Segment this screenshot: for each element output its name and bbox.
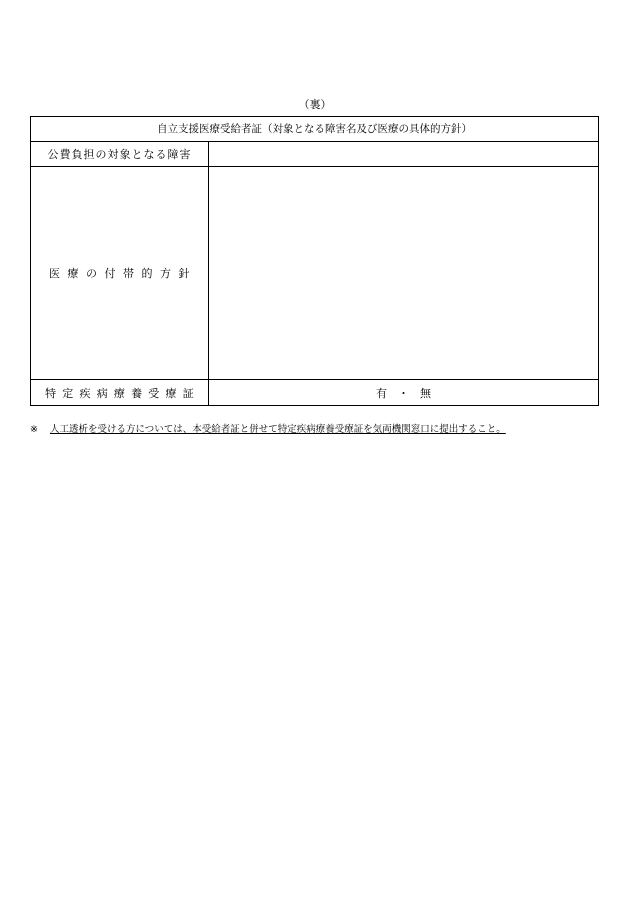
disability-value xyxy=(209,142,598,166)
certificate-form-table xyxy=(30,116,599,406)
form-title-row xyxy=(31,117,598,142)
specific-disease-row xyxy=(31,380,598,405)
disability-row xyxy=(31,142,598,167)
treatment-policy-label: 医療の付帯的方針 xyxy=(31,167,209,379)
page-side-label: （裏） xyxy=(298,98,332,111)
note-text: 人工透析を受ける方については、本受給者証と併せて特定疾病療養受療証を気両機関窓口に提出すること。 xyxy=(49,424,506,435)
form-title: 自立支援医療受給者証（対象となる障害名及び医療の具体的方針） xyxy=(157,123,472,135)
note-mark: ※ xyxy=(30,424,38,435)
footnote xyxy=(30,423,506,437)
disability-label: 公費負担の対象となる障害 xyxy=(31,142,209,166)
specific-disease-label: 特定疾病療養受療証 xyxy=(31,380,209,405)
treatment-policy-row xyxy=(31,167,598,380)
specific-disease-value: 有 ・ 無 xyxy=(376,386,431,400)
treatment-policy-value xyxy=(209,167,598,379)
